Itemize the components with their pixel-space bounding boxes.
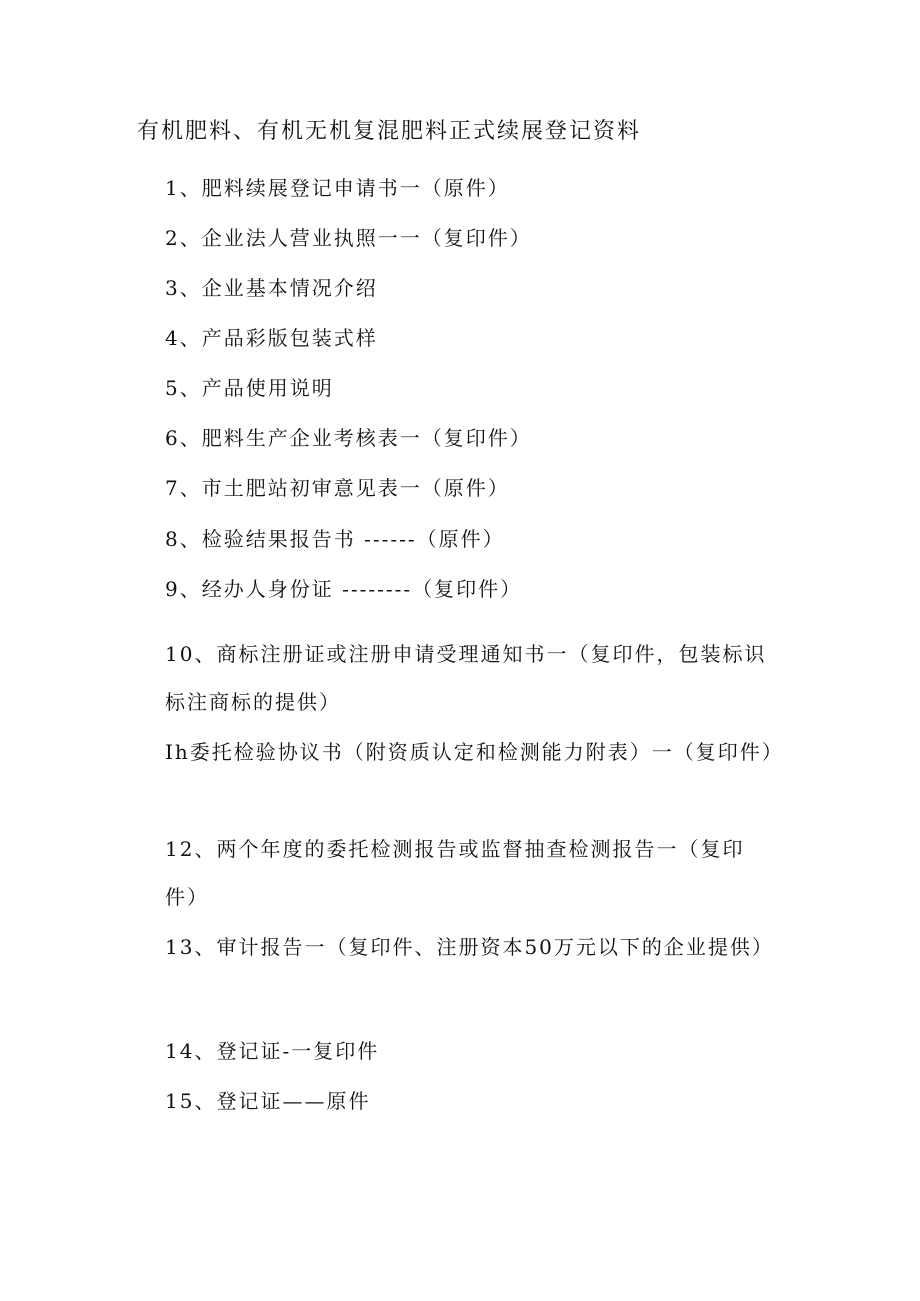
list-item: 5、产品使用说明 [165,376,334,400]
list-item: 9、经办人身份证 --------（复印件） [165,577,523,601]
document-title: 有机肥料、有机无机复混肥料正式续展登记资料 [137,119,642,144]
list-item: 3、企业基本情况介绍 [165,276,378,300]
list-item: 12、两个年度的委托检测报告或监督抽查检测报告一（复印件） [165,837,745,909]
list-item: 8、检验结果报告书 ------（原件） [165,527,505,551]
list-item: 2、企业法人营业执照一一（复印件） [165,226,532,250]
list-item: Ih委托检验协议书（附资质认定和检测能力附表）一（复印件） [165,740,784,764]
list-item: 14、登记证-一复印件 [165,1039,380,1063]
list-item: 13、审计报告一（复印件、注册资本50万元以下的企业提供） [165,935,774,959]
list-item: 10、商标注册证或注册申请受理通知书一（复印件，包装标识标注商标的提供） [165,642,767,714]
list-item: 6、肥料生产企业考核表一（复印件） [165,426,532,450]
list-item: 15、登记证——原件 [165,1089,371,1113]
list-item: 4、产品彩版包装式样 [165,326,378,350]
list-item: 1、肥料续展登记申请书一（原件） [165,176,510,200]
list-item: 7、市土肥站初审意见表一（原件） [165,476,510,500]
